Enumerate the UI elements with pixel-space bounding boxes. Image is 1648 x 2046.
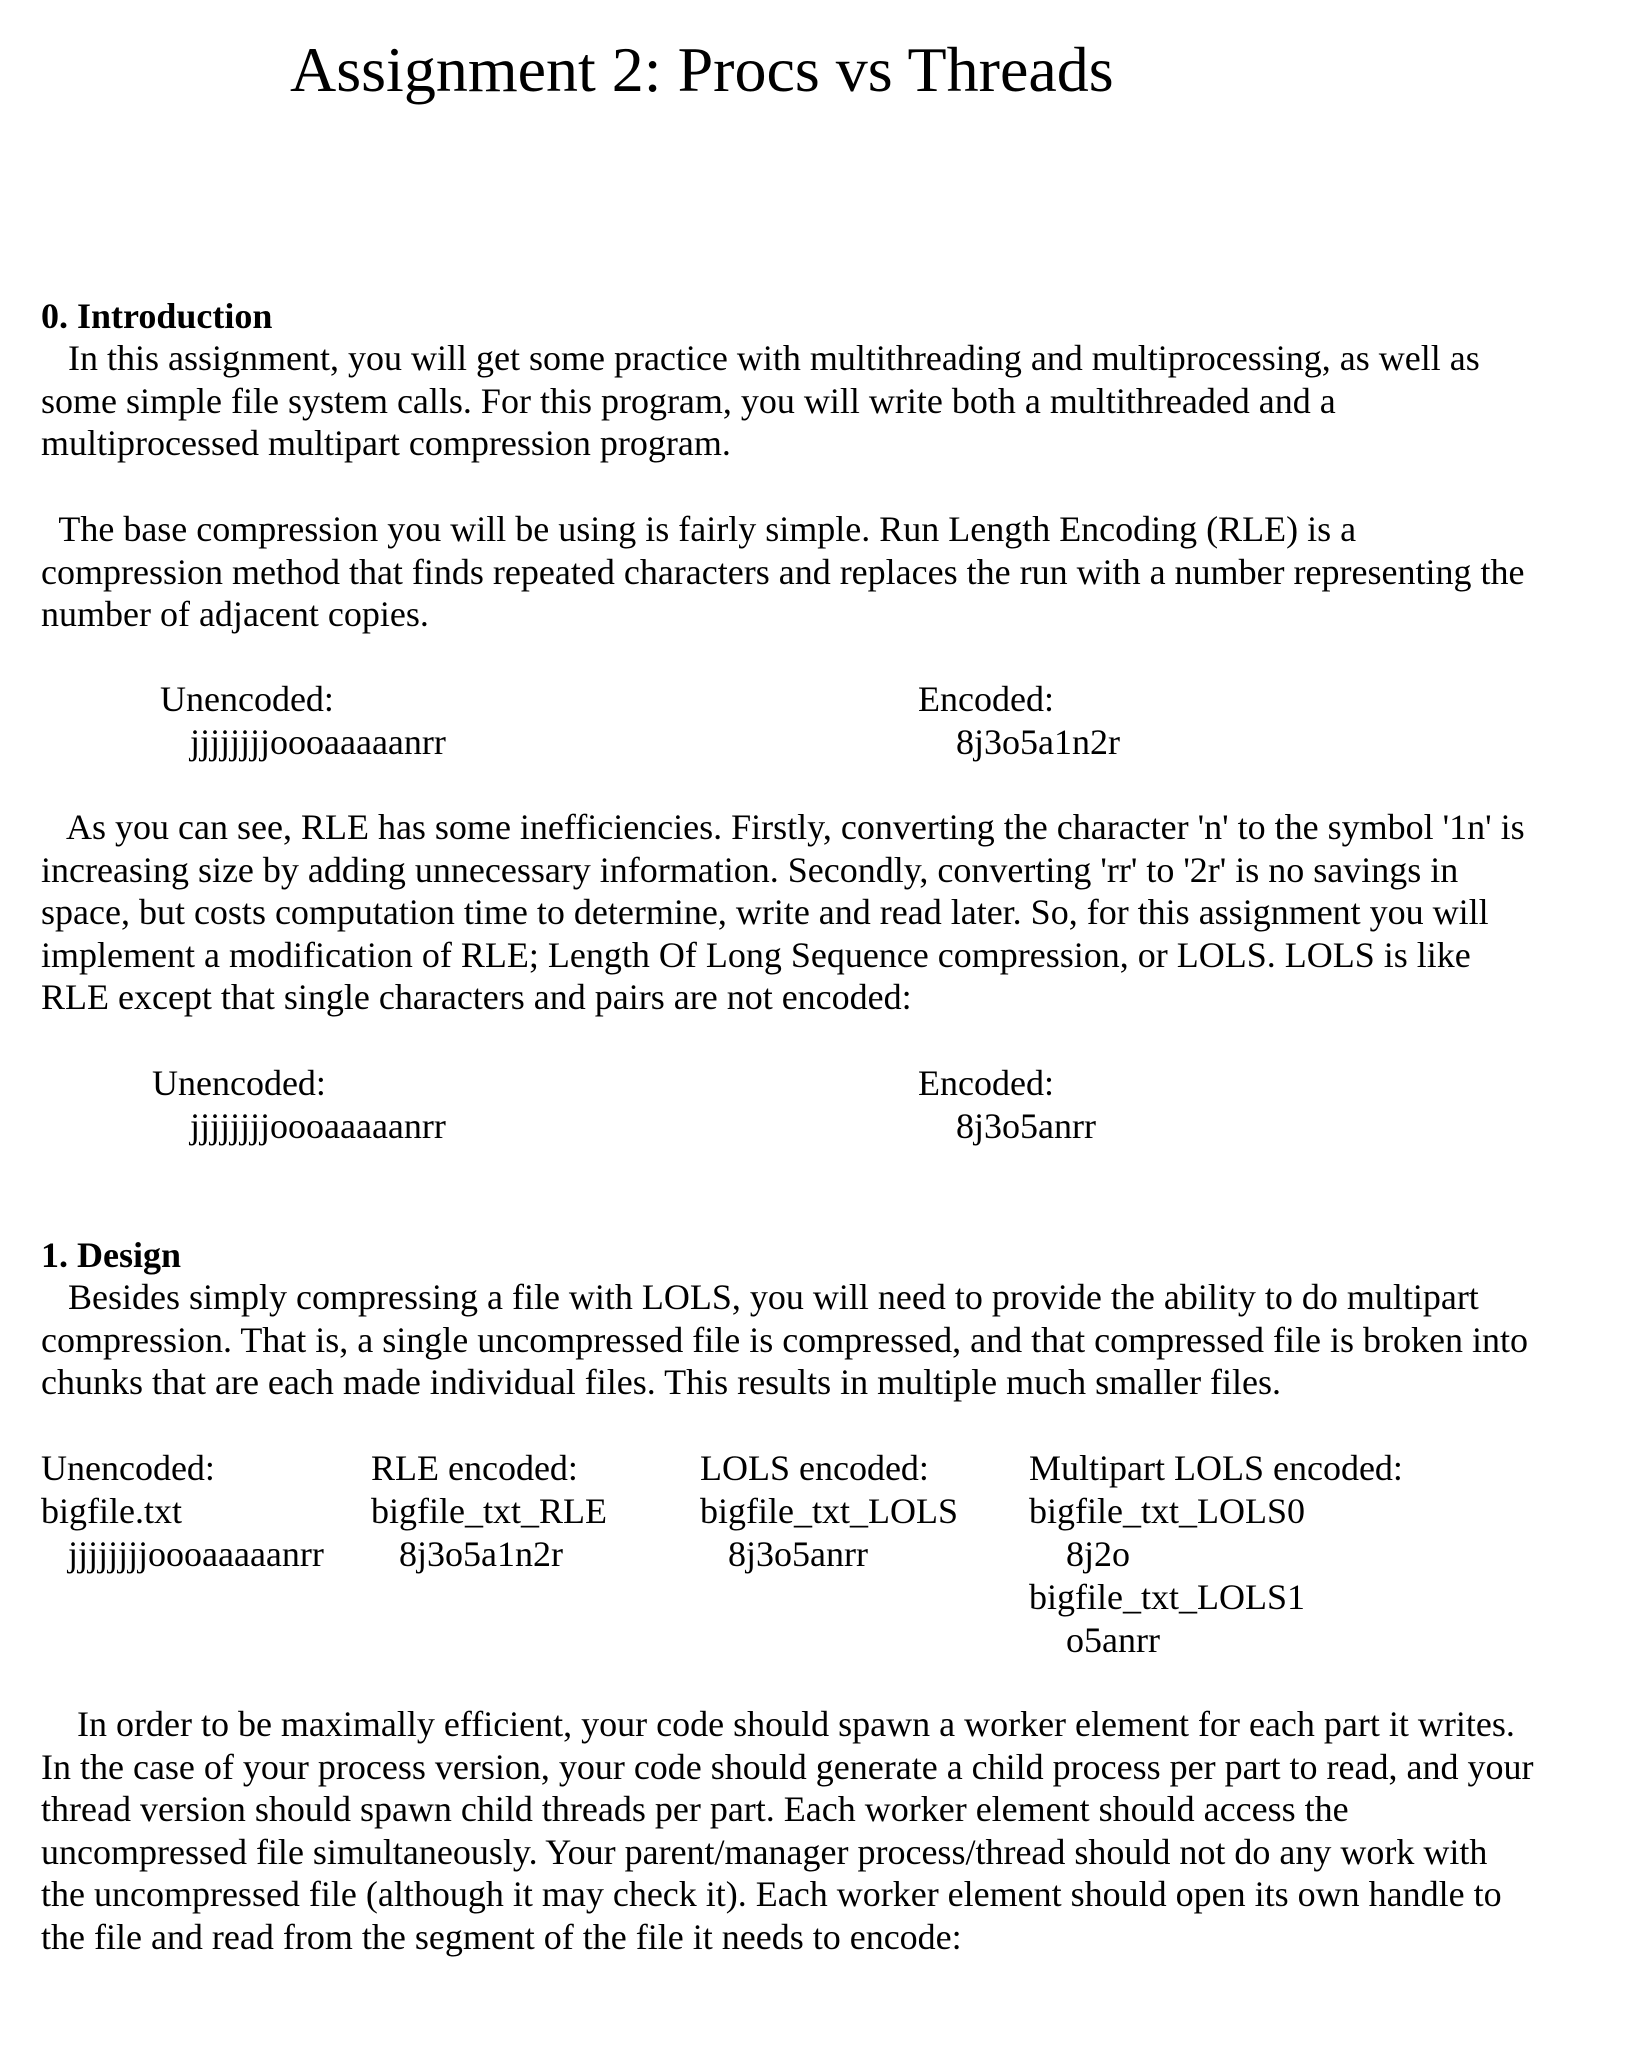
col-rle-file: bigfile_txt_RLE: [371, 1491, 607, 1531]
text-line: As you can see, RLE has some inefficiencies. Firstly, converting the character 'n' to the symbol '1n' is: [41, 807, 1525, 847]
example1-unencoded-value: jjjjjjjjoooaaaaanrr: [190, 722, 446, 762]
col-lols-label: LOLS encoded:: [700, 1448, 929, 1488]
col-multipart-file1: bigfile_txt_LOLS1: [1029, 1577, 1305, 1617]
col-multipart-value0: 8j2o: [1066, 1534, 1131, 1574]
example2-encoded-value: 8j3o5anrr: [956, 1106, 1096, 1146]
text-line: The base compression you will be using is fairly simple. Run Length Encoding (RLE) is a: [41, 509, 1357, 549]
section-heading-design: 1. Design: [41, 1235, 182, 1275]
col-multipart-label: Multipart LOLS encoded:: [1029, 1448, 1403, 1488]
text-line: the uncompressed file (although it may check it). Each worker element should open its own handle to: [41, 1874, 1502, 1914]
text-line: Besides simply compressing a file with LOLS, you will need to provide the ability to do multipart: [41, 1277, 1479, 1317]
example2-unencoded-label: Unencoded:: [152, 1063, 326, 1103]
example1-encoded-value: 8j3o5a1n2r: [956, 722, 1120, 762]
text-line: number of adjacent copies.: [41, 594, 429, 634]
text-line: In order to be maximally efficient, your code should spawn a worker element for each part it writes.: [41, 1704, 1515, 1744]
intro-paragraph-1: [41, 337, 1621, 465]
text-line: the file and read from the segment of the file it needs to encode:: [41, 1916, 962, 1957]
col-lols-value: 8j3o5anrr: [728, 1534, 868, 1574]
text-line: space, but costs computation time to determine, write and read later. So, for this assignment you will: [41, 892, 1489, 932]
text-line: some simple file system calls. For this program, you will write both a multithreaded and a: [41, 380, 1336, 421]
text-line: In this assignment, you will get some practice with multithreading and multiprocessing, as well as: [41, 338, 1480, 378]
example1-encoded-label: Encoded:: [918, 679, 1054, 719]
design-paragraph-2: [41, 1703, 1621, 1958]
col-rle-value: 8j3o5a1n2r: [399, 1534, 563, 1574]
text-line: RLE except that single characters and pairs are not encoded:: [41, 977, 912, 1017]
text-line: In the case of your process version, your code should generate a child process per part to read, and your: [41, 1746, 1534, 1787]
section-heading-introduction: 0. Introduction: [41, 296, 273, 336]
text-line: multiprocessed multipart compression program.: [41, 423, 731, 463]
col-multipart-value1: o5anrr: [1066, 1620, 1160, 1660]
example2-encoded-label: Encoded:: [918, 1063, 1054, 1103]
col-unencoded-value: jjjjjjjjoooaaaaanrr: [68, 1534, 324, 1574]
text-line: implement a modification of RLE; Length Of Long Sequence compression, or LOLS. LOLS is like: [41, 934, 1471, 975]
intro-paragraph-2: [41, 508, 1621, 636]
text-line: thread version should spawn child threads per part. Each worker element should access the: [41, 1789, 1349, 1829]
col-unencoded-label: Unencoded:: [41, 1448, 215, 1488]
text-line: uncompressed file simultaneously. Your parent/manager process/thread should not do any work with: [41, 1831, 1488, 1872]
col-rle-label: RLE encoded:: [371, 1448, 578, 1488]
intro-paragraph-3: [41, 806, 1621, 1019]
example1-unencoded-label: Unencoded:: [160, 679, 334, 719]
col-unencoded-file: bigfile.txt: [41, 1491, 182, 1531]
col-multipart-file0: bigfile_txt_LOLS0: [1029, 1491, 1305, 1531]
page-title: Assignment 2: Procs vs Threads: [290, 34, 1114, 105]
design-paragraph-1: [41, 1276, 1621, 1404]
text-line: increasing size by adding unnecessary information. Secondly, converting 'rr' to '2r' is no savings in: [41, 849, 1459, 890]
example2-unencoded-value: jjjjjjjjoooaaaaanrr: [190, 1106, 446, 1146]
text-line: compression method that finds repeated characters and replaces the run with a number representing the: [41, 551, 1525, 592]
text-line: compression. That is, a single uncompressed file is compressed, and that compressed file is broken into: [41, 1319, 1529, 1360]
col-lols-file: bigfile_txt_LOLS: [700, 1491, 958, 1531]
text-line: chunks that are each made individual files. This results in multiple much smaller files.: [41, 1362, 1282, 1402]
